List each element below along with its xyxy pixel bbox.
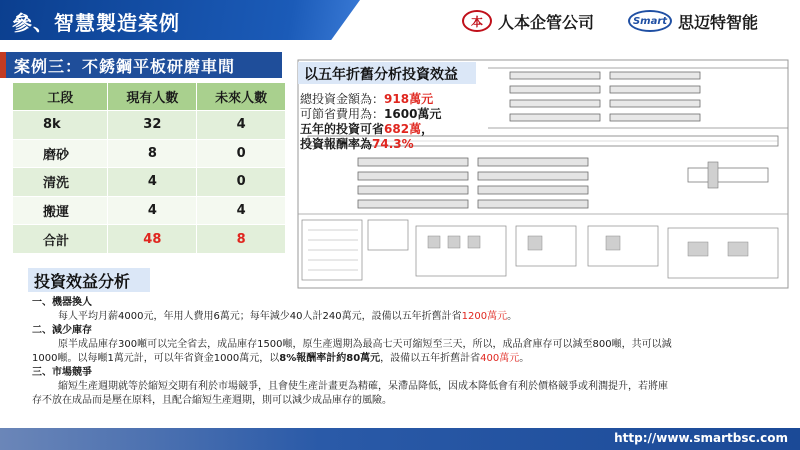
smart-logo-icon: Smart bbox=[628, 10, 672, 32]
section-text-market-1: 縮短生產週期就等於縮短交期有利於市場競爭，且會使生產計畫更為精確，呆滯品降低，因成本降低會有利於價格競爭或利潤提升，若將庫 bbox=[58, 381, 668, 392]
inventory-text-bold: 8%報酬率計約80萬元 bbox=[279, 353, 381, 364]
investment-value: 918萬元 bbox=[384, 92, 434, 106]
machines-text: 每人平均月薪4000元，年用人費用6萬元；每年減少40人計240萬元，設備以五年折舊計省 bbox=[58, 311, 462, 322]
header-bar bbox=[0, 0, 800, 42]
future-count: 4 bbox=[197, 196, 286, 225]
footer-bar bbox=[0, 428, 800, 450]
section-title-market: 三、市場競爭 bbox=[32, 367, 92, 378]
future-count: 0 bbox=[197, 139, 286, 168]
future-count: 0 bbox=[197, 168, 286, 197]
savings-value: 1600萬元 bbox=[384, 107, 442, 121]
savings-label: 可節省費用為： bbox=[300, 107, 385, 121]
table-row bbox=[13, 139, 286, 168]
investment-label: 總投資金額為： bbox=[300, 92, 385, 106]
renben-logo-icon: 本 bbox=[462, 10, 492, 32]
net-value: 682萬 bbox=[384, 122, 422, 136]
future-total: 8 bbox=[197, 225, 286, 254]
section-title-machines: 一、機器換人 bbox=[32, 297, 92, 308]
inventory-text-end: 。 bbox=[519, 353, 530, 364]
smart-logo bbox=[628, 9, 798, 33]
table-header-row bbox=[13, 83, 286, 111]
roi-line-rate bbox=[300, 137, 480, 152]
inventory-saving: 400萬元 bbox=[480, 353, 520, 364]
current-count: 8 bbox=[108, 139, 197, 168]
column-header-current: 現有人數 bbox=[108, 83, 197, 111]
machines-saving: 1200萬元 bbox=[461, 311, 508, 322]
row-label: 8k bbox=[13, 111, 108, 140]
current-count: 4 bbox=[108, 168, 197, 197]
future-count: 4 bbox=[197, 111, 286, 140]
rate-value: 74.3% bbox=[372, 137, 414, 151]
roi-line-investment bbox=[300, 92, 480, 107]
section-text-market-2: 存不放在成品而是壓在原料，且配合縮短生產週期，則可以減少成品庫存的風險。 bbox=[32, 395, 392, 406]
footer-url: http://www.smartbsc.com bbox=[614, 431, 788, 445]
roi-line-savings bbox=[300, 107, 480, 122]
page-title: 參、智慧製造案例 bbox=[12, 11, 180, 35]
rate-label: 投資報酬率為 bbox=[300, 137, 373, 151]
analysis-body bbox=[32, 296, 792, 408]
inventory-text-c: ，設備以五年折舊計省 bbox=[380, 353, 481, 364]
staffing-table bbox=[12, 82, 286, 254]
section-title-inventory: 二、減少庫存 bbox=[32, 325, 92, 336]
case-title: 案例三：不銹鋼平板研磨車間 bbox=[0, 52, 282, 78]
analysis-heading: 投資效益分析 bbox=[28, 268, 150, 292]
machines-text-end: 。 bbox=[507, 311, 518, 322]
roi-summary bbox=[300, 92, 480, 152]
table-row bbox=[13, 168, 286, 197]
current-total: 48 bbox=[108, 225, 197, 254]
renben-logo-text: 人本企管公司 bbox=[498, 12, 595, 32]
smart-logo-text: 思迈特智能 bbox=[678, 12, 759, 32]
current-count: 4 bbox=[108, 196, 197, 225]
section-text-inventory-1: 原半成品庫存300噸可以完全省去，成品庫存1500噸，原生產週期為最高七天可縮短至三天，所以，成品倉庫存可以減至800噸，共可以減 bbox=[58, 339, 672, 350]
table-row bbox=[13, 196, 286, 225]
column-header-section: 工段 bbox=[13, 83, 108, 111]
column-header-future: 未來人數 bbox=[197, 83, 286, 111]
roi-heading: 以五年折舊分析投資效益 bbox=[298, 62, 476, 84]
inventory-text-a: 1000噸。以每噸1萬元計，可以年省資金1000萬元，以 bbox=[32, 353, 280, 364]
roi-line-net bbox=[300, 122, 480, 137]
net-suffix: ， bbox=[421, 122, 434, 136]
table-row bbox=[13, 111, 286, 140]
row-label: 磨砂 bbox=[13, 139, 108, 168]
renben-logo bbox=[462, 9, 622, 33]
table-total-row bbox=[13, 225, 286, 254]
section-text-machines bbox=[32, 310, 792, 324]
row-label: 合計 bbox=[13, 225, 108, 254]
section-text-inventory-2 bbox=[32, 352, 792, 366]
net-label: 五年的投資可省 bbox=[300, 122, 385, 136]
row-label: 清洗 bbox=[13, 168, 108, 197]
current-count: 32 bbox=[108, 111, 197, 140]
row-label: 搬運 bbox=[13, 196, 108, 225]
